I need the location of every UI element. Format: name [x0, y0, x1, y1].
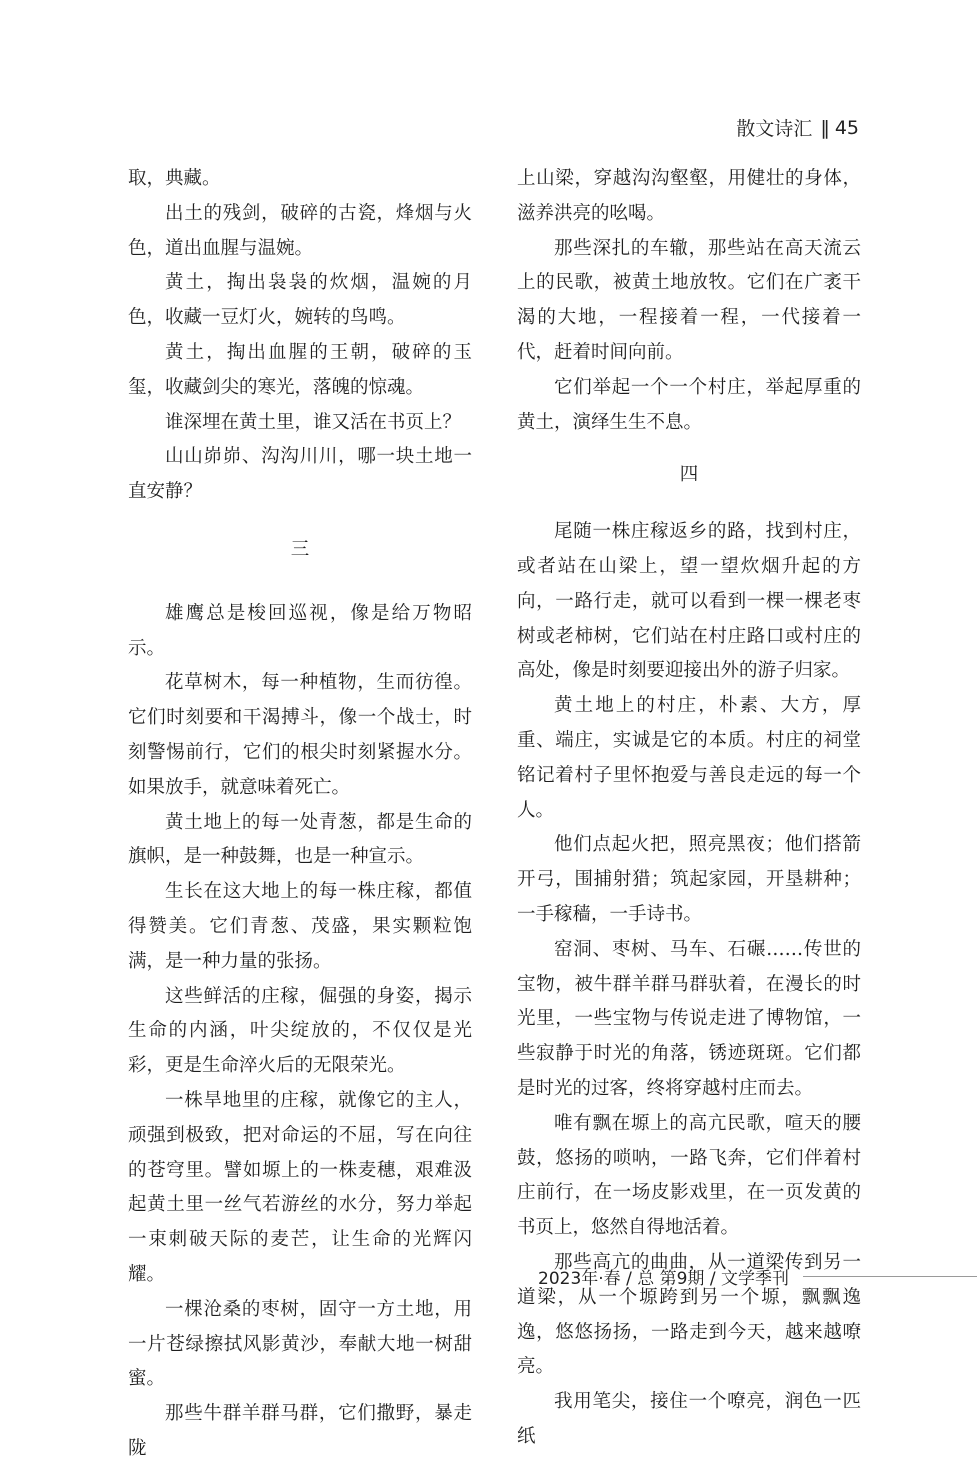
paragraph: 窑洞、枣树、马车、石碾……传世的宝物，被牛群羊群马群驮着，在漫长的时光里，一些宝物与传说走进了博物馆，一些寂静于时光的角落，锈迹斑斑。它们都是时光的过客，终将穿越村庄而去。 — [517, 938, 861, 1099]
footer-rule — [803, 1276, 977, 1277]
paragraph: 那些牛群羊群马群，它们撒野，暴走陇 — [128, 1403, 472, 1459]
paragraph: 花草树木，每一种植物，生而彷徨。它们时刻要和干渴搏斗，像一个战士，时刻警惕前行，它们的根尖时刻紧握水分。如果放手，就意味着死亡。 — [128, 672, 472, 798]
paragraph: 黄土地上的每一处青葱，都是生命的旗帜，是一种鼓舞，也是一种宣示。 — [128, 811, 472, 868]
paragraph: 上山梁，穿越沟沟壑壑，用健壮的身体，滋养洪亮的吆喝。 — [517, 168, 861, 224]
left-column — [128, 162, 472, 1467]
right-column — [517, 162, 861, 1455]
section-heading-3: 三 — [290, 538, 310, 560]
paragraph: 取，典藏。 — [128, 168, 221, 189]
paragraph: 生长在这大地上的每一株庄稼，都值得赞美。它们青葱、茂盛，果实颗粒饱满，是一种力量的张扬。 — [128, 881, 472, 972]
paragraph: 一棵沧桑的枣树，固守一方土地，用一片苍绿擦拭风影黄沙，奉献大地一树甜蜜。 — [128, 1298, 472, 1390]
paragraph: 山山峁峁、沟沟川川，哪一块土地一直安静？ — [128, 446, 472, 503]
paragraph: 唯有飘在塬上的高亢民歌，喧天的腰鼓，悠扬的唢呐，一路飞奔，它们伴着村庄前行，在一场皮影戏里，在一页发黄的书页上，悠然自得地活着。 — [517, 1112, 861, 1239]
paragraph: 他们点起火把，照亮黑夜；他们搭箭开弓，围捕射猎；筑起家园，开垦耕种；一手稼穑，一手诗书。 — [517, 834, 861, 925]
header-separator: ‖ — [820, 116, 827, 139]
paragraph: 那些高亢的曲曲，从一道梁传到另一道梁，从一个塬跨到另一个塬，飘飘逸逸，悠悠扬扬，一路走到今天，越来越嘹亮。 — [517, 1251, 861, 1378]
paragraph: 黄土地上的村庄，朴素、大方，厚重、端庄，实诚是它的本质。村庄的祠堂铭记着村子里怀抱爱与善良走远的每一个人。 — [517, 695, 861, 821]
paragraph: 它们举起一个一个村庄，举起厚重的黄土，演绎生生不息。 — [517, 376, 861, 433]
paragraph: 我用笔尖，接住一个嘹亮，润色一匹纸 — [517, 1391, 861, 1447]
paragraph: 雄鹰总是梭回巡视，像是给万物昭示。 — [128, 602, 472, 659]
section-heading-4: 四 — [679, 464, 699, 486]
paragraph: 出土的残剑，破碎的古瓷，烽烟与火色，道出血腥与温婉。 — [128, 202, 472, 259]
page-footer — [538, 1264, 977, 1289]
paragraph: 黄土，掏出血腥的王朝，破碎的玉玺，收藏剑尖的寒光，落魄的惊魂。 — [128, 341, 472, 398]
section-title: 散文诗汇 — [736, 118, 813, 140]
paragraph: 一株旱地里的庄稼，就像它的主人，顽强到极致，把对命运的不屈，写在向往的苍穹里。譬如塬上的一株麦穗，艰难汲起黄土里一丝气若游丝的水分，努力举起一束刺破天际的麦芒，让生命的光辉闪耀。 — [128, 1089, 472, 1285]
paragraph: 那些深扎的车辙，那些站在高天流云上的民歌，被黄土地放牧。它们在广袤干渴的大地，一程接着一程，一代接着一代，赶着时间向前。 — [517, 237, 861, 363]
paragraph: 尾随一株庄稼返乡的路，找到村庄，或者站在山梁上，望一望炊烟升起的方向，一路行走，就可以看到一棵一棵老枣树或老柿树，它们站在村庄路口或村庄的高处，像是时刻要迎接出外的游子归家。 — [517, 521, 861, 682]
paragraph: 这些鲜活的庄稼，倔强的身姿，揭示生命的内涵，叶尖绽放的，不仅仅是光彩，更是生命淬火后的无限荣光。 — [128, 985, 472, 1077]
page-number: 45 — [834, 116, 859, 139]
paragraph: 谁深埋在黄土里，谁又活在书页上？ — [165, 411, 462, 433]
issue-info: 2023年·春 / 总 第9期 / 文学季刊 — [538, 1269, 789, 1289]
page-header — [736, 114, 859, 141]
paragraph: 黄土，掏出袅袅的炊烟，温婉的月色，收藏一豆灯火，婉转的鸟鸣。 — [128, 272, 472, 329]
